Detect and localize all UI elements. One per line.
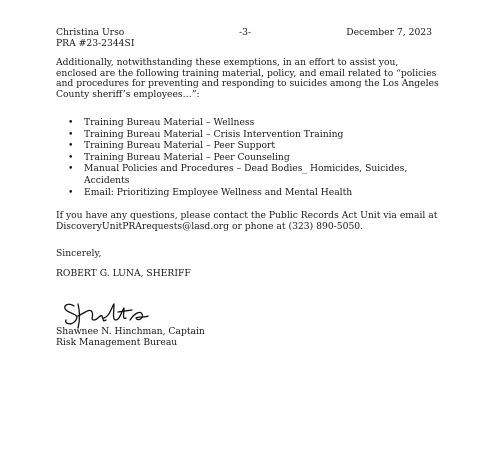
list-item: • Training Bureau Material – Crisis Intervention Training (56, 129, 432, 141)
sheriff-name: ROBERT G. LUNA, SHERIFF (56, 268, 191, 279)
signer-name: Shawnee N. Hinchman, Captain (56, 326, 205, 337)
list-item: • Training Bureau Material – Peer Counseling (56, 152, 432, 164)
list-item: • Training Bureau Material – Wellness (56, 117, 432, 129)
enclosure-list (56, 117, 432, 198)
signer-unit: Risk Management Bureau (56, 337, 178, 348)
letter-date: December 7, 2023 (346, 27, 432, 38)
reference-number: PRA #23-2344SI (56, 38, 135, 49)
questions-paragraph: If you have any questions, please contact the Public Records Act Unit via email at DiscoveryUnitPRArequests@lasd.org or phone at (323) 890-5050. (56, 210, 438, 232)
page-number: -3- (239, 27, 252, 38)
list-item: • Training Bureau Material – Peer Support (56, 140, 432, 152)
intro-paragraph: Additionally, notwithstanding these exemptions, in an effort to assist you, enclosed are the following training material, policy, and email related to “policies and procedures for preventing and responding to suicides among the Los Angeles County sheriff’s employees…”: (56, 57, 439, 100)
recipient-name: Christina Urso (56, 27, 125, 38)
list-item: • Email: Prioritizing Employee Wellness and Mental Health (56, 187, 432, 199)
closing: Sincerely, (56, 248, 102, 259)
list-item: • Manual Policies and Procedures – Dead Bodies_ Homicides, Suicides, Accidents (56, 163, 432, 186)
